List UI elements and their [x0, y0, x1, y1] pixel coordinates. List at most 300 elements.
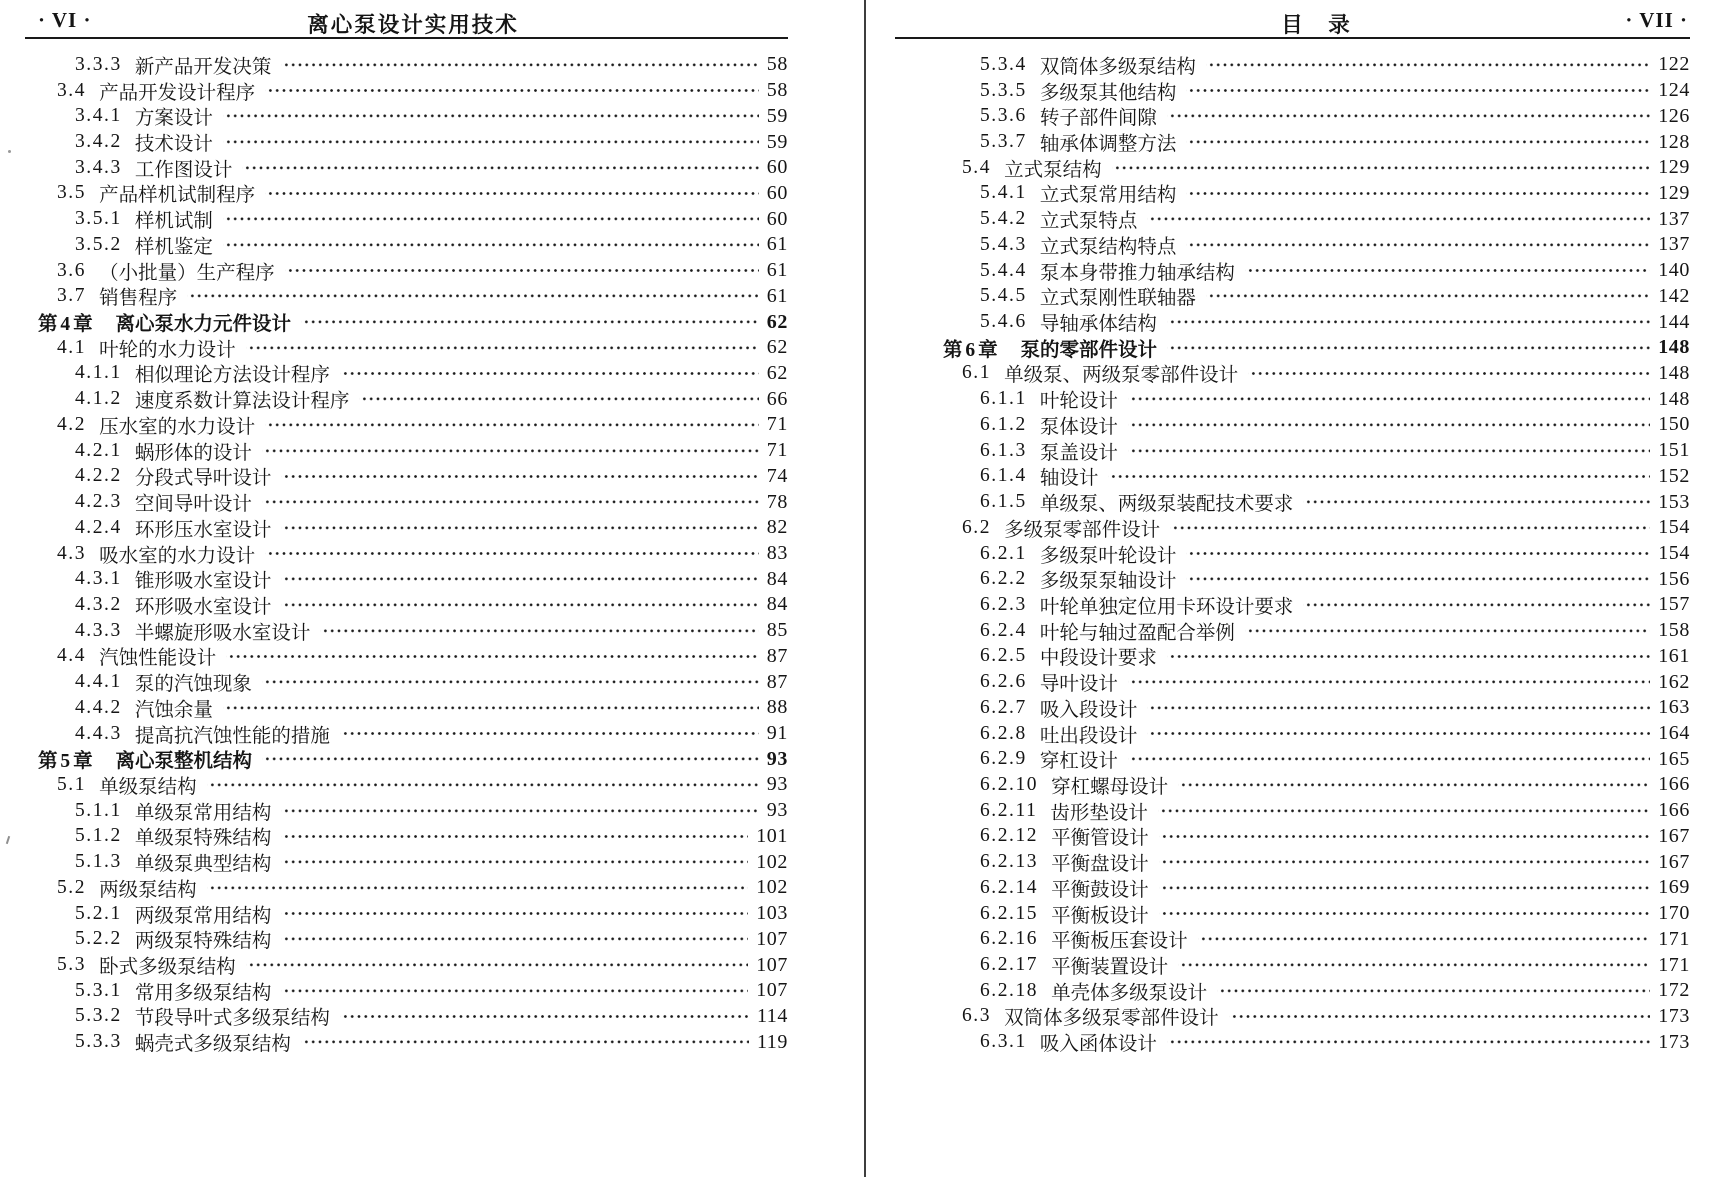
dot-leader [246, 952, 749, 978]
entry-title: 平衡管设计 [1051, 828, 1149, 850]
entry-title: 技术设计 [134, 134, 213, 156]
entry-page: 82 [766, 516, 788, 539]
entry-number: 5.3 [57, 954, 87, 976]
entry-number: 3.4.1 [75, 105, 122, 127]
dot-leader [226, 644, 759, 670]
entry-title: 泵体设计 [1039, 416, 1118, 438]
toc-entry [943, 489, 1690, 515]
entry-number: 6.2.1 [980, 542, 1027, 564]
entry-title: 单级泵、两级泵零部件设计 [1004, 365, 1239, 387]
entry-title: 离心泵水力元件设计 [115, 314, 292, 336]
dot-leader [262, 489, 759, 515]
entry-title: 立式泵刚性联轴器 [1039, 288, 1196, 310]
entry-title: 平衡板压套设计 [1051, 931, 1188, 953]
entry-number: 5.1.2 [75, 825, 122, 847]
dot-leader [187, 283, 759, 309]
dot-leader [207, 875, 749, 901]
dot-leader [281, 978, 748, 1004]
dot-leader [1167, 309, 1650, 335]
toc-entry [943, 438, 1690, 464]
entry-page: 129 [1658, 181, 1690, 204]
dot-leader [1245, 618, 1650, 644]
entry-number: 5.2 [57, 876, 87, 898]
dot-leader [1128, 386, 1650, 412]
toc-entry [943, 412, 1690, 438]
dot-leader [242, 155, 758, 181]
entry-number: 6.2.15 [980, 902, 1039, 924]
dot-leader [262, 438, 759, 464]
entry-title: 吸水室的水力设计 [99, 545, 256, 567]
entry-number: 4.4.1 [75, 671, 122, 693]
toc-entry [38, 103, 788, 129]
entry-title: 导叶设计 [1039, 674, 1118, 696]
toc-entry [943, 181, 1690, 207]
entry-title: 两级泵常用结构 [134, 905, 272, 927]
entry-number: 6.2.10 [980, 773, 1039, 795]
toc-entry [38, 52, 788, 78]
dot-leader [301, 1029, 749, 1055]
toc-entry [943, 978, 1690, 1004]
dot-leader [223, 103, 759, 129]
page-number-label: · VI · [38, 8, 92, 32]
toc-heading: 目 录 [1281, 13, 1352, 37]
dot-leader [262, 669, 759, 695]
dot-leader [340, 361, 759, 387]
entry-title: 叶轮单独定位用卡环设计要求 [1039, 596, 1294, 618]
entry-number: 5.4.3 [980, 233, 1027, 255]
entry-page: 144 [1658, 310, 1690, 333]
entry-number: 3.4.3 [75, 156, 122, 178]
toc-entry [38, 335, 788, 361]
toc-entry [943, 309, 1690, 335]
toc-entry [38, 669, 788, 695]
toc-entry [943, 901, 1690, 927]
entry-page: 140 [1658, 259, 1690, 282]
dot-leader [1128, 746, 1650, 772]
entry-page: 162 [1658, 670, 1690, 693]
right-page-header [943, 8, 1690, 37]
toc-entry [38, 978, 788, 1004]
toc-entry [38, 746, 788, 772]
dot-leader [1128, 412, 1650, 438]
entry-page: 166 [1658, 799, 1690, 822]
dot-leader [265, 181, 759, 207]
toc-entry [38, 283, 788, 309]
entry-number: 4.3.1 [75, 568, 122, 590]
entry-number: 3.4.2 [75, 131, 122, 153]
entry-number: 5.1 [57, 773, 87, 795]
entry-page: 128 [1658, 130, 1690, 153]
dot-leader [265, 541, 759, 567]
entry-number: 3.4 [57, 79, 87, 101]
entry-number: 4.1.1 [75, 362, 122, 384]
entry-page: 62 [766, 361, 788, 384]
entry-number: 4.3.2 [75, 593, 122, 615]
entry-number: 5.3.7 [980, 131, 1027, 153]
entry-page: 59 [766, 104, 788, 127]
dot-leader [1167, 335, 1650, 361]
toc-entry [943, 78, 1690, 104]
dot-leader [301, 309, 759, 335]
entry-page: 58 [766, 79, 788, 102]
entry-title: 空间导叶设计 [134, 494, 252, 516]
toc-entry [38, 412, 788, 438]
entry-number: 6.2.4 [980, 619, 1027, 641]
dot-leader [1147, 695, 1650, 721]
entry-page: 61 [766, 233, 788, 256]
entry-title: 蜗形体的设计 [134, 442, 252, 464]
toc-entry [943, 695, 1690, 721]
dot-leader [281, 926, 748, 952]
dot-leader [1167, 1029, 1650, 1055]
dot-leader [1108, 464, 1650, 490]
toc-entry [943, 849, 1690, 875]
entry-title: 提高抗汽蚀性能的措施 [134, 725, 330, 747]
dot-leader [1167, 644, 1650, 670]
toc-entry [38, 644, 788, 670]
entry-page: 87 [766, 644, 788, 667]
entry-page: 164 [1658, 722, 1690, 745]
toc-entry [38, 772, 788, 798]
entry-title: 压水室的水力设计 [99, 416, 256, 438]
entry-number: 6.2.6 [980, 671, 1027, 693]
entry-page: 173 [1658, 1030, 1690, 1053]
entry-page: 166 [1658, 773, 1690, 796]
entry-title: 轴承体调整方法 [1039, 134, 1177, 156]
entry-title: 吸入段设计 [1039, 699, 1138, 721]
toc-entry [943, 541, 1690, 567]
entry-title: 多级泵零部件设计 [1004, 519, 1161, 541]
dot-leader [265, 78, 759, 104]
entry-title: 两级泵结构 [99, 879, 197, 901]
toc-entry [38, 824, 788, 850]
entry-number: 5.4.1 [980, 182, 1027, 204]
entry-title: 汽蚀性能设计 [99, 648, 217, 670]
entry-number: 6.2.18 [980, 979, 1039, 1001]
dot-leader [223, 129, 759, 155]
entry-title: 吐出段设计 [1039, 725, 1138, 747]
dot-leader [1128, 669, 1650, 695]
entry-number: 4.2 [57, 413, 87, 435]
entry-number: 6.2.8 [980, 722, 1027, 744]
entry-page: 153 [1658, 490, 1690, 513]
entry-number: 6.2.3 [980, 593, 1027, 615]
entry-title: 叶轮的水力设计 [99, 339, 236, 361]
toc-entry [943, 721, 1690, 747]
entry-number: 6.2.7 [980, 696, 1027, 718]
entry-number: 6.1 [962, 362, 992, 384]
entry-title: 多级泵其他结构 [1039, 82, 1177, 104]
entry-page: 62 [766, 336, 788, 359]
entry-number: 4.3 [57, 542, 87, 564]
toc-entry [943, 155, 1690, 181]
toc-entry [943, 335, 1690, 361]
toc-entry [38, 438, 788, 464]
entry-title: 平衡装置设计 [1051, 957, 1169, 979]
toc-entry [943, 464, 1690, 490]
entry-page: 85 [766, 619, 788, 642]
entry-number: 3.7 [57, 285, 87, 307]
dot-leader [281, 901, 748, 927]
entry-page: 161 [1658, 644, 1690, 667]
toc-entry [943, 283, 1690, 309]
entry-page: 169 [1658, 876, 1690, 899]
entry-title: 蜗壳式多级泵结构 [134, 1034, 291, 1056]
toc-entry [38, 464, 788, 490]
dot-leader [1159, 875, 1651, 901]
entry-title: 叶轮与轴过盈配合举例 [1039, 622, 1235, 644]
entry-number: 4.2.4 [75, 516, 122, 538]
entry-title: 单级泵典型结构 [134, 854, 272, 876]
entry-title: 汽蚀余量 [134, 699, 213, 721]
entry-page: 93 [766, 773, 788, 796]
dot-leader [1167, 103, 1650, 129]
entry-number: 5.3.3 [75, 1031, 122, 1053]
toc-list-right [943, 39, 1690, 1055]
entry-title: 两级泵特殊结构 [134, 931, 272, 953]
dot-leader [1158, 798, 1650, 824]
dot-leader [340, 1004, 749, 1030]
entry-title: 单级泵特殊结构 [134, 828, 272, 850]
toc-entry [38, 901, 788, 927]
entry-number: 5.2.2 [75, 928, 122, 950]
dot-leader [359, 386, 758, 412]
dot-leader [1206, 52, 1650, 78]
entry-title: 销售程序 [99, 288, 178, 310]
entry-page: 83 [766, 542, 788, 565]
entry-page: 60 [766, 181, 788, 204]
entry-title: 样机鉴定 [134, 236, 213, 258]
dot-leader [1229, 1004, 1651, 1030]
toc-entry [943, 952, 1690, 978]
entry-number: 第6章 [943, 339, 1001, 361]
entry-number: 5.3.4 [980, 53, 1027, 75]
toc-entry [38, 592, 788, 618]
dot-leader [1198, 926, 1651, 952]
toc-entry [943, 566, 1690, 592]
entry-page: 102 [756, 850, 788, 873]
toc-entry [943, 206, 1690, 232]
toc-entry [943, 103, 1690, 129]
dot-leader [1186, 129, 1650, 155]
entry-title: 泵的汽蚀现象 [134, 674, 252, 696]
entry-page: 102 [756, 876, 788, 899]
entry-page: 119 [756, 1030, 788, 1053]
entry-number: 6.2.5 [980, 645, 1027, 667]
dot-leader [281, 515, 758, 541]
toc-entry [943, 798, 1690, 824]
entry-number: 6.3.1 [980, 1031, 1027, 1053]
toc-entry [38, 489, 788, 515]
entry-title: （小批量）生产程序 [99, 262, 275, 284]
toc-entry [943, 824, 1690, 850]
dot-leader [1248, 361, 1650, 387]
toc-entry [38, 309, 788, 335]
entry-page: 93 [766, 747, 788, 770]
entry-title: 立式泵结构 [1004, 159, 1102, 181]
entry-number: 5.4 [962, 156, 992, 178]
entry-title: 双筒体多级泵结构 [1039, 56, 1196, 78]
entry-page: 148 [1658, 336, 1690, 359]
dot-leader [281, 824, 748, 850]
right-page [867, 0, 1734, 1177]
entry-page: 107 [756, 953, 788, 976]
entry-number: 6.2.13 [980, 851, 1039, 873]
entry-number: 5.4.4 [980, 259, 1027, 281]
toc-entry [943, 1029, 1690, 1055]
dot-leader [1303, 489, 1650, 515]
entry-title: 产品样机试制程序 [99, 185, 256, 207]
entry-page: 157 [1658, 593, 1690, 616]
toc-entry [38, 515, 788, 541]
dot-leader [281, 592, 758, 618]
entry-page: 156 [1658, 567, 1690, 590]
entry-page: 58 [766, 53, 788, 76]
entry-title: 新产品开发决策 [134, 56, 272, 78]
entry-page: 61 [766, 259, 788, 282]
entry-number: 4.3.3 [75, 619, 122, 641]
toc-entry [943, 926, 1690, 952]
entry-page: 59 [766, 130, 788, 153]
left-page [0, 0, 864, 1177]
entry-title: 相似理论方法设计程序 [134, 365, 330, 387]
entry-title: 轴设计 [1039, 468, 1099, 490]
toc-entry [38, 206, 788, 232]
dot-leader [1159, 824, 1651, 850]
dot-leader [1159, 901, 1651, 927]
entry-page: 173 [1658, 1004, 1690, 1027]
entry-title: 样机试制 [134, 211, 213, 233]
entry-title: 泵本身带推力轴承结构 [1039, 262, 1235, 284]
toc-entry [943, 386, 1690, 412]
running-title: 离心泵设计实用技术 [307, 13, 519, 37]
entry-number: 6.2.17 [980, 954, 1039, 976]
toc-entry [943, 772, 1690, 798]
entry-title: 环形压水室设计 [134, 519, 272, 541]
toc-entry [943, 875, 1690, 901]
toc-entry [38, 952, 788, 978]
entry-number: 6.1.5 [980, 491, 1027, 513]
entry-number: 6.2.11 [980, 799, 1038, 821]
entry-title: 双筒体多级泵零部件设计 [1004, 1008, 1219, 1030]
entry-title: 多级泵叶轮设计 [1039, 545, 1177, 567]
entry-number: 第4章 [38, 314, 96, 336]
entry-number: 4.4.2 [75, 696, 122, 718]
entry-page: 66 [766, 387, 788, 410]
toc-entry [943, 644, 1690, 670]
entry-number: 6.2 [962, 516, 992, 538]
entry-number: 3.5 [57, 182, 87, 204]
entry-page: 154 [1658, 542, 1690, 565]
entry-page: 129 [1658, 156, 1690, 179]
entry-number: 5.3.1 [75, 979, 122, 1001]
toc-entry [943, 129, 1690, 155]
dot-leader [207, 772, 759, 798]
entry-page: 171 [1658, 953, 1690, 976]
entry-number: 6.3 [962, 1005, 992, 1027]
entry-title: 转子部件间隙 [1039, 108, 1157, 130]
entry-page: 148 [1658, 361, 1690, 384]
toc-entry [38, 926, 788, 952]
entry-title: 离心泵整机结构 [115, 751, 253, 773]
toc-entry [38, 232, 788, 258]
entry-title: 立式泵特点 [1039, 211, 1138, 233]
entry-page: 151 [1658, 439, 1690, 462]
entry-title: 半螺旋形吸水室设计 [134, 622, 311, 644]
entry-title: 立式泵结构特点 [1039, 236, 1177, 258]
entry-title: 泵盖设计 [1039, 442, 1118, 464]
entry-title: 分段式导叶设计 [134, 468, 272, 490]
entry-title: 泵的零部件设计 [1020, 339, 1158, 361]
dot-leader [1186, 181, 1650, 207]
entry-number: 6.1.1 [980, 388, 1027, 410]
entry-title: 导轴承体结构 [1039, 314, 1157, 336]
entry-page: 170 [1658, 902, 1690, 925]
dot-leader [1159, 849, 1651, 875]
entry-number: 5.4.2 [980, 208, 1027, 230]
entry-number: 6.1.2 [980, 413, 1027, 435]
entry-page: 71 [766, 439, 788, 462]
entry-number: 5.4.6 [980, 311, 1027, 333]
entry-number: 4.1 [57, 336, 87, 358]
entry-number: 4.2.1 [75, 439, 122, 461]
dot-leader [1147, 721, 1650, 747]
dot-leader [1178, 952, 1650, 978]
entry-page: 103 [756, 902, 788, 925]
entry-title: 穿杠螺母设计 [1051, 776, 1169, 798]
entry-page: 84 [766, 593, 788, 616]
scan-artifact [8, 150, 11, 153]
toc-entry [943, 746, 1690, 772]
toc-entry [943, 515, 1690, 541]
entry-page: 71 [766, 413, 788, 436]
entry-number: 4.2.3 [75, 491, 122, 513]
entry-title: 平衡盘设计 [1051, 854, 1149, 876]
entry-title: 单级泵常用结构 [134, 802, 272, 824]
entry-page: 158 [1658, 619, 1690, 642]
dot-leader [1128, 438, 1650, 464]
dot-leader [1186, 566, 1650, 592]
entry-page: 137 [1658, 233, 1690, 256]
dot-leader [1186, 78, 1650, 104]
entry-number: 3.5.2 [75, 233, 122, 255]
left-page-header [38, 8, 788, 37]
entry-title: 单级泵结构 [99, 776, 197, 798]
toc-entry [38, 155, 788, 181]
page-gutter-line [864, 0, 866, 1177]
toc-entry [38, 78, 788, 104]
entry-number: 6.2.14 [980, 876, 1039, 898]
toc-entry [943, 1004, 1690, 1030]
entry-title: 速度系数计算法设计程序 [134, 391, 350, 413]
dot-leader [1112, 155, 1651, 181]
dot-leader [320, 618, 758, 644]
entry-number: 5.1.1 [75, 799, 122, 821]
entry-title: 立式泵常用结构 [1039, 185, 1177, 207]
entry-number: 5.1.3 [75, 851, 122, 873]
entry-number: 6.2.12 [980, 825, 1039, 847]
entry-page: 163 [1658, 696, 1690, 719]
entry-page: 101 [756, 824, 788, 847]
toc-entry [38, 849, 788, 875]
entry-number: 6.2.9 [980, 748, 1027, 770]
entry-title: 齿形垫设计 [1050, 802, 1148, 824]
toc-entry [38, 361, 788, 387]
dot-leader [1206, 283, 1650, 309]
entry-number: 6.1.3 [980, 439, 1027, 461]
entry-page: 167 [1658, 824, 1690, 847]
toc-entry [943, 258, 1690, 284]
